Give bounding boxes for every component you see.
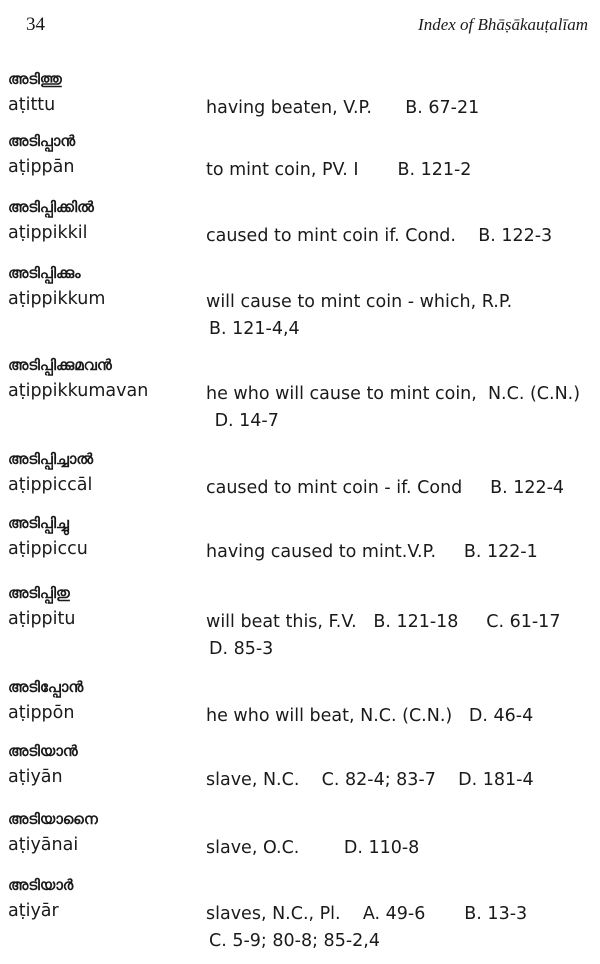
gloss — [206, 223, 596, 250]
gloss — [206, 157, 596, 184]
gloss-line: slaves, N.C., Pl. A. 49-6 B. 13-3 — [206, 904, 528, 924]
gloss-line: will cause to mint coin - which, R.P. — [206, 292, 513, 312]
headword-malayalam: അടിപ്പിച്ചാൽ — [8, 450, 94, 468]
gloss — [206, 835, 596, 862]
headword-malayalam: അടിപ്പിക്കുമവൻ — [8, 356, 112, 374]
gloss — [206, 475, 596, 502]
gloss — [206, 539, 596, 566]
gloss — [206, 95, 596, 122]
headword-malayalam: അടിപ്പിക്കിൽ — [8, 198, 94, 216]
gloss-line: he who will cause to mint coin, N.C. (C.N.) — [206, 384, 581, 404]
headword-transliteration: aṭippān — [8, 157, 75, 177]
headword-transliteration: aṭippiccu — [8, 539, 88, 559]
headword-transliteration: aṭiyān — [8, 767, 63, 787]
gloss-line: slave, O.C. D. 110-8 — [206, 838, 420, 858]
gloss — [206, 381, 596, 435]
gloss-line: slave, N.C. C. 82-4; 83-7 D. 181-4 — [206, 770, 534, 790]
headword-malayalam: അടിപ്പിച്ചു — [8, 514, 69, 532]
gloss-line: caused to mint coin if. Cond. B. 122-3 — [206, 226, 553, 246]
gloss-line: C. 5-9; 80-8; 85-2,4 — [209, 931, 380, 951]
headword-transliteration: aṭiyānai — [8, 835, 79, 855]
gloss — [206, 289, 596, 343]
headword-transliteration: aṭippikkil — [8, 223, 88, 243]
headword-malayalam: അടിപ്പാൻ — [8, 132, 76, 150]
headword-transliteration: aṭippitu — [8, 609, 76, 629]
headword-malayalam: അടിത്തു — [8, 70, 62, 88]
headword-malayalam: അടിപ്പിക്കും — [8, 264, 81, 282]
gloss — [206, 767, 596, 794]
headword-malayalam: അടിപ്പിതു — [8, 584, 70, 602]
gloss-line: to mint coin, PV. I B. 121-2 — [206, 160, 472, 180]
gloss-line: he who will beat, N.C. (C.N.) D. 46-4 — [206, 706, 534, 726]
gloss-line: having caused to mint.V.P. B. 122-1 — [206, 542, 538, 562]
running-title: Index of Bhāṣākauṭalīam — [418, 15, 588, 34]
gloss-line: D. 14-7 — [209, 411, 279, 431]
gloss-line: will beat this, F.V. B. 121-18 C. 61-17 — [206, 612, 561, 632]
headword-transliteration: aṭippōn — [8, 703, 75, 723]
gloss-line: B. 121-4,4 — [209, 319, 300, 339]
gloss-line: D. 85-3 — [209, 639, 274, 659]
headword-transliteration: aṭittu — [8, 95, 56, 115]
headword-malayalam: അടിയാനൈ — [8, 810, 98, 828]
headword-transliteration: aṭiyār — [8, 901, 59, 921]
gloss-line: caused to mint coin - if. Cond B. 122-4 — [206, 478, 565, 498]
gloss — [206, 901, 596, 955]
headword-malayalam: അടിയാൻ — [8, 742, 78, 760]
headword-transliteration: aṭippiccāl — [8, 475, 93, 495]
page-number: 34 — [26, 14, 45, 35]
gloss — [206, 609, 596, 663]
headword-transliteration: aṭippikkumavan — [8, 381, 149, 401]
page-header — [0, 14, 600, 44]
gloss-line: having beaten, V.P. B. 67-21 — [206, 98, 480, 118]
headword-malayalam: അടിപ്പോൻ — [8, 678, 84, 696]
headword-malayalam: അടിയാർ — [8, 876, 74, 894]
gloss — [206, 703, 596, 730]
headword-transliteration: aṭippikkum — [8, 289, 106, 309]
